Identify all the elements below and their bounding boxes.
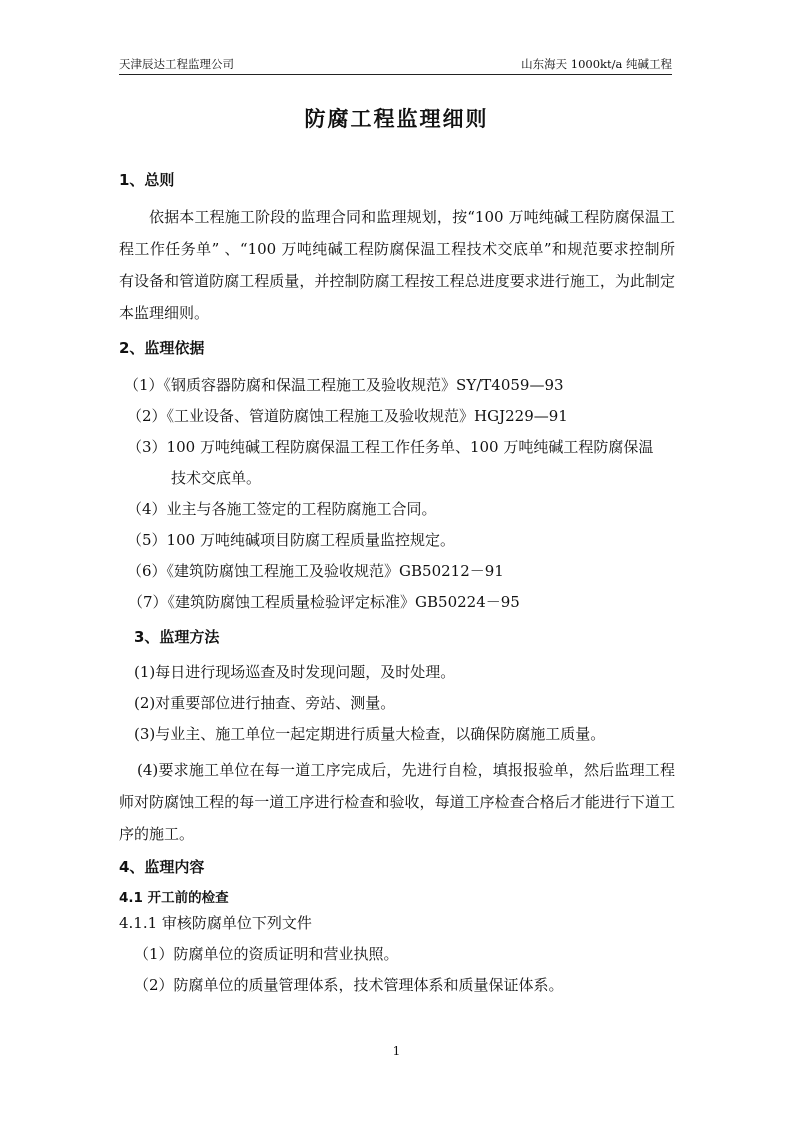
sub-subsection-heading: 4.1.1 审核防腐单位下列文件 xyxy=(119,914,312,932)
header-company: 天津辰达工程监理公司 xyxy=(119,57,234,71)
basis-item-continuation: 技术交底单。 xyxy=(171,469,262,487)
basis-item: （6）《建筑防腐蚀工程施工及验收规范》GB50212－91 xyxy=(127,562,504,580)
method-item: (3)与业主、施工单位一起定期进行质量大检查，以确保防腐施工质量。 xyxy=(134,725,606,743)
basis-item: （3）100 万吨纯碱工程防腐保温工程工作任务单、100 万吨纯碱工程防腐保温 xyxy=(127,438,654,456)
basis-item: （4）业主与各施工签定的工程防腐施工合同。 xyxy=(127,500,437,518)
section1-heading: 1、总则 xyxy=(119,171,175,189)
content-item: （1）防腐单位的资质证明和营业执照。 xyxy=(134,945,399,963)
method-item-4: (4)要求施工单位在每一道工序完成后，先进行自检，填报报验单，然后监理工程师对防腐蚀工程的每一道工序进行检查和验收，每道工序检查合格后才能进行下道工序的施工。 xyxy=(119,761,675,843)
basis-item: （5）100 万吨纯碱项目防腐工程质量监控规定。 xyxy=(127,531,455,549)
basis-item: （1）《钢质容器防腐和保温工程施工及验收规范》SY/T4059—93 xyxy=(124,376,564,394)
method-item: (2)对重要部位进行抽查、旁站、测量。 xyxy=(134,694,396,712)
section2-heading: 2、监理依据 xyxy=(119,339,205,357)
document-title: 防腐工程监理细则 xyxy=(304,107,489,131)
basis-item: （7）《建筑防腐蚀工程质量检验评定标准》GB50224－95 xyxy=(128,593,520,611)
section4-heading: 4、监理内容 xyxy=(119,858,205,876)
page-header xyxy=(119,56,672,75)
method-item: (1)每日进行现场巡查及时发现问题，及时处理。 xyxy=(134,663,456,681)
page-number: 1 xyxy=(392,1044,401,1058)
basis-item: （2）《工业设备、管道防腐蚀工程施工及验收规范》HGJ229—91 xyxy=(127,407,568,425)
section1-paragraph: 依据本工程施工阶段的监理合同和监理规划，按“100 万吨纯碱工程防腐保温工程工作任务单” 、“100 万吨纯碱工程防腐保温工程技术交底单”和规范要求控制所有设备和管道防腐工程质量，并控制防腐工程按工程总进度要求进行施工，为此制定本监理细则。 xyxy=(119,208,675,322)
section3-heading: 3、监理方法 xyxy=(134,628,220,646)
subsection-heading: 4.1 开工前的检查 xyxy=(119,890,229,906)
content-item: （2）防腐单位的质量管理体系，技术管理体系和质量保证体系。 xyxy=(134,976,564,994)
header-project: 山东海天 1000kt/a 纯碱工程 xyxy=(521,57,672,71)
